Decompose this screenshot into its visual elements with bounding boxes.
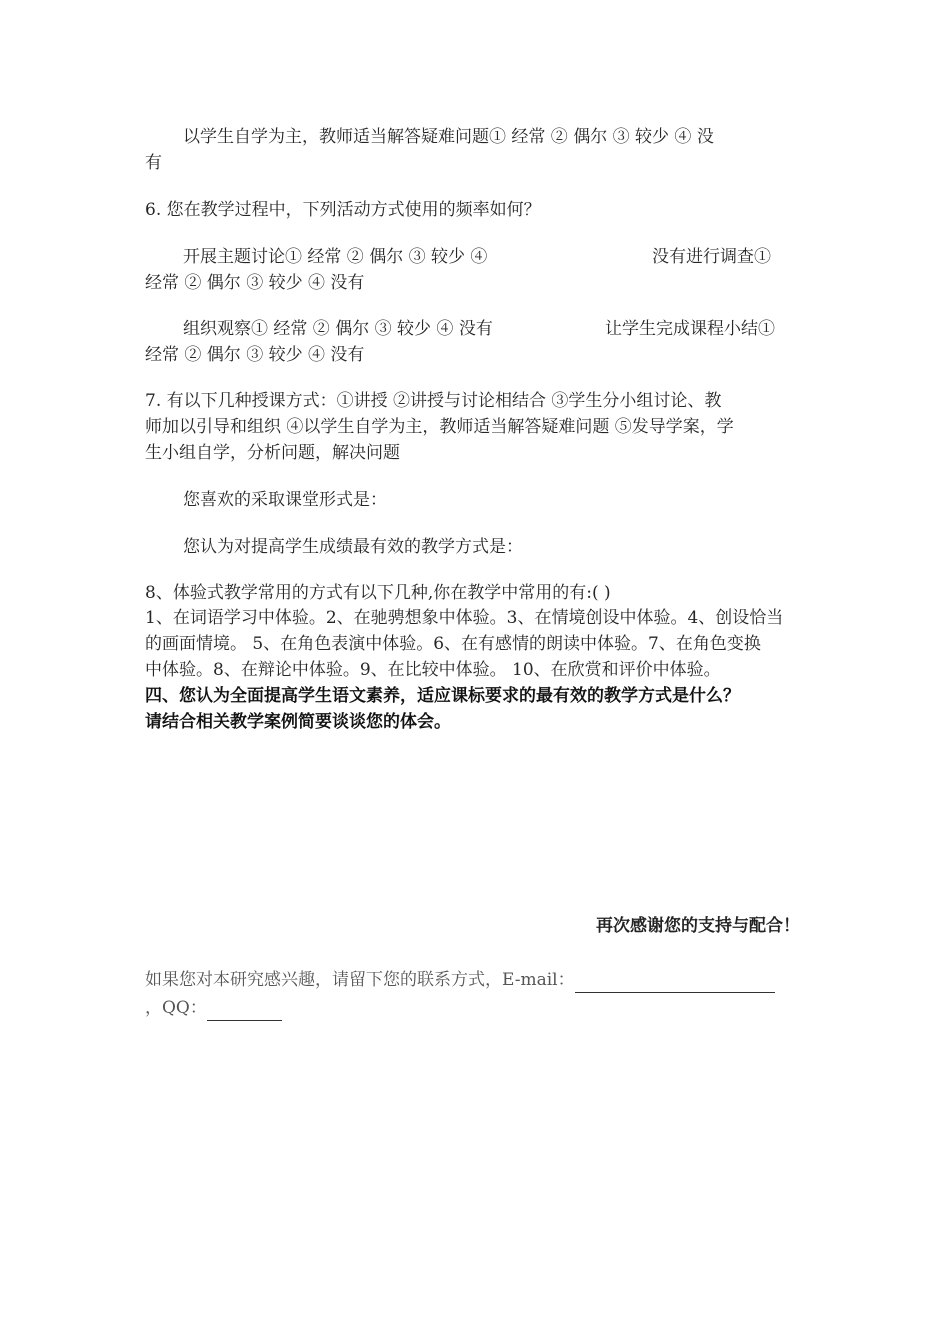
contact-prefix: 如果您对本研究感兴趣，请留下您的联系方式，E-mail：	[145, 970, 575, 990]
qq-blank-field[interactable]	[207, 1000, 282, 1021]
q6-row2-c: 经常 ② 偶尔 ③ 较少 ④ 没有	[145, 345, 365, 365]
q8-line1: 1、在词语学习中体验。2、在驰骋想象中体验。3、在情境创设中体验。4、创设恰当	[145, 608, 784, 628]
section4-heading-line2: 请结合相关教学案例简要谈谈您的体会。	[145, 712, 451, 732]
q6-row1-a: 开展主题讨论① 经常 ② 偶尔 ③ 较少 ④	[183, 247, 488, 267]
section4-heading-line1: 四、您认为全面提高学生语文素养，适应课标要求的最有效的教学方式是什么？	[145, 686, 740, 706]
q8-title: 8、体验式教学常用的方式有以下几种,你在教学中常用的有:( )	[145, 583, 611, 603]
contact-line	[145, 967, 815, 993]
q6-row2-b: 让学生完成课程小结①	[605, 319, 775, 339]
q7-line3: 生小组自学，分析问题，解决问题	[145, 443, 400, 463]
q8-line2: 的画面情境。 5、在角色表演中体验。6、在有感情的朗读中体验。7、在角色变换	[145, 634, 761, 654]
qq-line	[145, 995, 815, 1021]
thanks-note: 再次感谢您的支持与配合！	[596, 916, 800, 936]
q6-title: 6. 您在教学过程中，下列活动方式使用的频率如何？	[145, 200, 541, 220]
q7-prompt1: 您喜欢的采取课堂形式是：	[183, 490, 387, 510]
email-blank-field[interactable]	[575, 972, 775, 993]
q8-line3: 中体验。8、在辩论中体验。9、在比较中体验。 10、在欣赏和评价中体验。	[145, 660, 721, 680]
q7-line2: 师加以引导和组织 ④以学生自学为主，教师适当解答疑难问题 ⑤发导学案，学	[145, 417, 734, 437]
q6-row2-a: 组织观察① 经常 ② 偶尔 ③ 较少 ④ 没有	[183, 319, 493, 339]
q5-option-line: 以学生自学为主，教师适当解答疑难问题① 经常 ② 偶尔 ③ 较少 ④ 没	[183, 127, 714, 147]
q6-row1-b: 没有进行调查①	[652, 247, 771, 267]
q7-line1: 7. 有以下几种授课方式：①讲授 ②讲授与讨论相结合 ③学生分小组讨论、教	[145, 391, 722, 411]
q7-prompt2: 您认为对提高学生成绩最有效的教学方式是：	[183, 537, 523, 557]
q6-row1-c: 经常 ② 偶尔 ③ 较少 ④ 没有	[145, 273, 365, 293]
qq-label: ，QQ：	[145, 998, 207, 1018]
q5-option-line-wrap: 有	[145, 153, 162, 173]
